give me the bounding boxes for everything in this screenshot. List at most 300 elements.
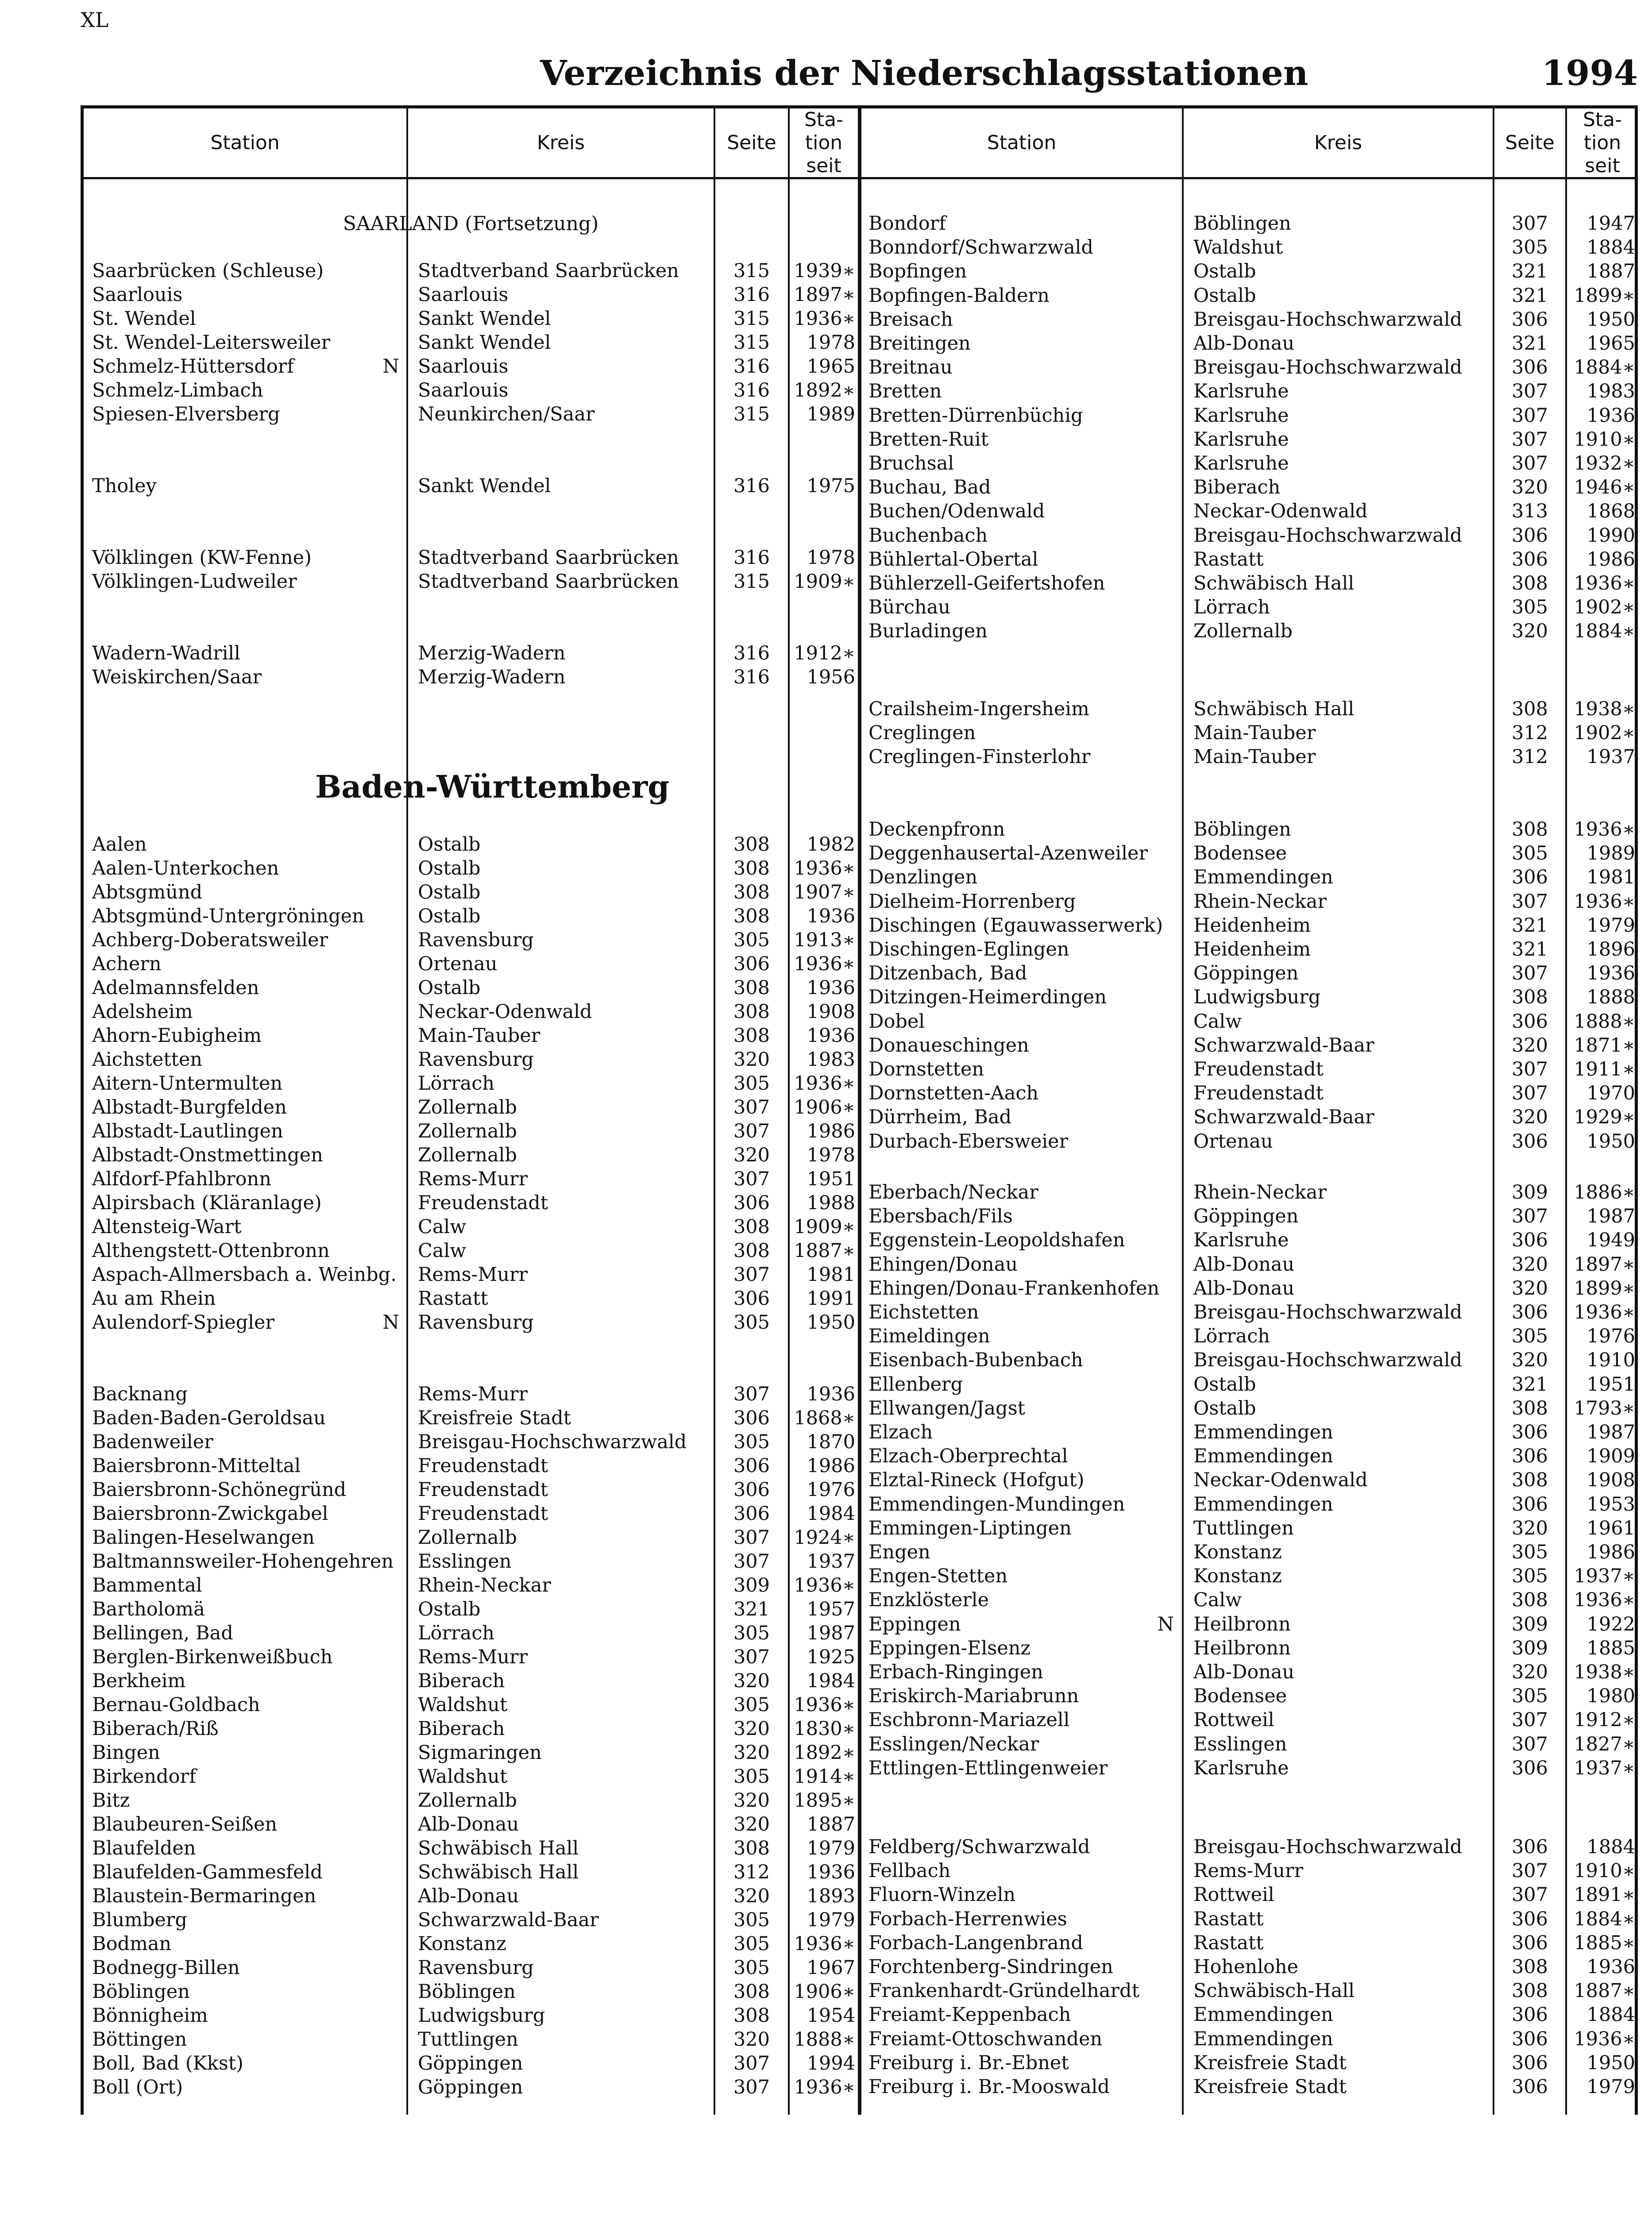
page-number: 321 <box>733 1598 770 1620</box>
station-name: Böblingen <box>92 1981 190 2003</box>
station-since: 1909∗ <box>794 1216 855 1238</box>
table-row <box>0 1540 1652 1564</box>
page-number: 305 <box>1511 1325 1548 1348</box>
station-name: Alfdorf-Pfahlbronn <box>92 1168 271 1190</box>
kreis-name: Emmendingen <box>1193 1445 1333 1468</box>
kreis-name: Biberach <box>1193 476 1281 499</box>
kreis-name: Emmendingen <box>1193 1493 1333 1515</box>
kreis-name: Lörrach <box>1193 596 1270 619</box>
station-since: 1936∗ <box>794 1574 855 1596</box>
station-name: Elztal-Rineck (Hofgut) <box>868 1469 1085 1492</box>
station-since: 1989 <box>807 403 855 425</box>
network-mark: N <box>1157 1613 1174 1635</box>
kreis-name: Breisgau-Hochschwarzwald <box>1193 524 1463 547</box>
station-since: 1884 <box>1586 1836 1635 1858</box>
page-number: 308 <box>733 881 770 903</box>
station-since: 1936∗ <box>794 1694 855 1716</box>
table-row <box>0 404 1652 428</box>
station-name: Eimeldingen <box>868 1325 990 1348</box>
kreis-name: Alb-Donau <box>1193 1661 1295 1683</box>
page-number: 321 <box>1511 938 1548 960</box>
table-row <box>0 1105 1652 1129</box>
station-name: Eisenbach-Bubenbach <box>868 1349 1083 1372</box>
page-number: 308 <box>733 1240 770 1262</box>
page-number: 307 <box>733 1550 770 1573</box>
station-since: 1936∗ <box>1574 1301 1635 1323</box>
page-number: 308 <box>1511 1956 1548 1978</box>
station-since: 1936 <box>807 1383 855 1405</box>
station-name: Aalen <box>92 833 147 856</box>
station-since: 1868∗ <box>794 1407 855 1429</box>
kreis-name: Kreisfreie Stadt <box>1193 2076 1347 2098</box>
network-mark: N <box>382 1311 399 1334</box>
station-name: Schmelz-Limbach <box>92 379 263 401</box>
station-since: 1987 <box>1586 1205 1635 1228</box>
page-number: 321 <box>1511 332 1548 355</box>
station-since: 1979 <box>1586 2076 1635 2098</box>
kreis-name: Ortenau <box>418 953 498 975</box>
station-name: Albstadt-Onstmettingen <box>92 1144 323 1166</box>
kreis-name: Ostalb <box>1193 1397 1256 1419</box>
station-since: 1984 <box>807 1503 855 1525</box>
page-number: 305 <box>1511 1565 1548 1588</box>
page-number: 306 <box>1511 2028 1548 2050</box>
page-number: 305 <box>733 1694 770 1716</box>
station-name: Eschbronn-Mariazell <box>868 1709 1070 1731</box>
station-name: Forbach-Herrenwies <box>868 1908 1067 1930</box>
station-name: Creglingen-Finsterlohr <box>868 746 1091 768</box>
page-number: 306 <box>1511 2076 1548 2098</box>
page-number: 308 <box>733 857 770 879</box>
page-number: 316 <box>733 379 770 401</box>
station-name: Erbach-Ringingen <box>868 1661 1043 1683</box>
page-number: 306 <box>1511 1421 1548 1443</box>
page-year: 1994 <box>1541 53 1638 93</box>
station-since: 1929∗ <box>1574 1106 1635 1129</box>
page-number: 308 <box>1511 1589 1548 1612</box>
kreis-name: Konstanz <box>1193 1565 1282 1588</box>
station-since: 1986 <box>807 1120 855 1142</box>
kreis-name: Freudenstadt <box>418 1455 548 1477</box>
page-number: 306 <box>733 953 770 975</box>
station-since: 1937∗ <box>1574 1757 1635 1779</box>
table-row <box>0 1033 1652 1057</box>
page-number: 320 <box>733 1885 770 1907</box>
station-name: Biberach/Riß <box>92 1718 219 1740</box>
table-row <box>0 1612 1652 1636</box>
station-name: Au am Rhein <box>92 1288 216 1310</box>
station-since: 1937 <box>1586 746 1635 768</box>
station-name: Dornstetten-Aach <box>868 1082 1039 1105</box>
header-seit-right: Sta- tion seit <box>1583 108 1622 177</box>
kreis-name: Tuttlingen <box>1193 1517 1294 1539</box>
station-name: Bellingen, Bad <box>92 1622 233 1644</box>
station-since: 1938∗ <box>1574 1661 1635 1683</box>
page-number: 307 <box>733 1264 770 1286</box>
page-number: 307 <box>733 1383 770 1405</box>
station-since: 1983 <box>807 1049 855 1071</box>
page-number: 307 <box>733 1168 770 1190</box>
table-row <box>0 1732 1652 1756</box>
table-row <box>0 1636 1652 1660</box>
kreis-name: Göppingen <box>418 2076 523 2098</box>
station-since: 1884 <box>1586 236 1635 259</box>
kreis-name: Rems-Murr <box>1193 1860 1304 1882</box>
kreis-name: Stadtverband Saarbrücken <box>418 571 679 593</box>
kreis-name: Zollernalb <box>1193 620 1293 643</box>
kreis-name: Kreisfreie Stadt <box>418 1407 571 1429</box>
station-name: Badenweiler <box>92 1431 213 1453</box>
table-row <box>0 745 1652 769</box>
station-name: Bopfingen <box>868 260 967 283</box>
station-name: Baden-Baden-Geroldsau <box>92 1407 326 1429</box>
station-since: 1950 <box>807 1311 855 1334</box>
page-number: 316 <box>733 666 770 688</box>
station-name: Bondorf <box>868 212 946 235</box>
station-since: 1986 <box>1586 1541 1635 1563</box>
station-since: 1936 <box>807 905 855 927</box>
station-name: Eriskirch-Mariabrunn <box>868 1685 1079 1708</box>
station-since: 1947 <box>1586 212 1635 235</box>
page-number: 306 <box>1511 2004 1548 2026</box>
station-name: Enzklösterle <box>868 1589 989 1612</box>
table-row <box>0 665 1652 689</box>
station-since: 1936∗ <box>794 857 855 879</box>
kreis-name: Breisgau-Hochschwarzwald <box>418 1431 687 1453</box>
kreis-name: Göppingen <box>1193 962 1299 985</box>
station-name: St. Wendel <box>92 308 196 330</box>
station-since: 1978 <box>807 547 855 569</box>
page-number: 312 <box>733 1861 770 1883</box>
kreis-name: Ostalb <box>418 905 481 927</box>
station-name: Tholey <box>92 475 157 497</box>
station-name: Völklingen-Ludweiler <box>92 571 297 593</box>
page-marker: XL <box>81 8 109 32</box>
station-name: Engen <box>868 1541 930 1563</box>
station-name: Spiesen-Elversberg <box>92 403 280 425</box>
header-seite-right: Seite <box>1505 131 1555 154</box>
kreis-name: Heilbronn <box>1193 1637 1291 1659</box>
table-row <box>0 1300 1652 1324</box>
kreis-name: Alb-Donau <box>1193 1253 1295 1276</box>
station-name: Ehingen/Donau-Frankenhofen <box>868 1277 1160 1299</box>
kreis-name: Zollernalb <box>418 1144 517 1166</box>
station-name: Albstadt-Lautlingen <box>92 1120 283 1142</box>
station-name: Eberbach/Neckar <box>868 1181 1038 1203</box>
table-row <box>0 1081 1652 1105</box>
table-row <box>0 1660 1652 1684</box>
kreis-name: Merzig-Wadern <box>418 666 566 688</box>
station-name: Dielheim-Horrenberg <box>868 890 1076 913</box>
page-number: 309 <box>1511 1613 1548 1635</box>
station-since: 1912∗ <box>1574 1709 1635 1731</box>
table-row <box>0 1228 1652 1252</box>
page-number: 320 <box>1511 476 1548 499</box>
station-name: Birkendorf <box>92 1766 196 1788</box>
station-name: Böttingen <box>92 2028 187 2051</box>
kreis-name: Ludwigsburg <box>1193 986 1321 1009</box>
kreis-name: Karlsruhe <box>1193 404 1289 427</box>
station-name: Aulendorf-Spiegler <box>92 1311 274 1334</box>
station-name: Bühlertal-Obertal <box>868 548 1038 571</box>
station-name: Creglingen <box>868 722 976 744</box>
table-row <box>0 865 1652 889</box>
page-number: 305 <box>733 1311 770 1334</box>
kreis-name: Saarlouis <box>418 284 509 306</box>
station-name: Ettlingen-Ettlingenweier <box>868 1757 1108 1779</box>
page-number: 306 <box>1511 524 1548 547</box>
station-since: 1978 <box>807 332 855 354</box>
page-number: 307 <box>1511 962 1548 985</box>
station-name: Altensteig-Wart <box>92 1216 242 1238</box>
station-since: 1979 <box>807 1837 855 1859</box>
station-since: 1946∗ <box>1574 476 1635 499</box>
station-name: Crailsheim-Ingersheim <box>868 698 1089 720</box>
kreis-name: Ravensburg <box>418 1957 534 1979</box>
station-since: 1990 <box>1586 524 1635 547</box>
station-name: Denzlingen <box>868 866 978 889</box>
station-since: 1984 <box>807 1670 855 1692</box>
station-since: 1885∗ <box>1574 1932 1635 1954</box>
table-row <box>0 619 1652 643</box>
table-row <box>0 355 1652 379</box>
page-number: 315 <box>733 308 770 330</box>
station-name: Albstadt-Burgfelden <box>92 1096 287 1118</box>
page-number: 306 <box>1511 1493 1548 1515</box>
page-number: 307 <box>1511 452 1548 474</box>
table-row <box>0 571 1652 595</box>
kreis-name: Bodensee <box>1193 1685 1287 1708</box>
station-name: Völklingen (KW-Fenne) <box>92 547 312 569</box>
station-since: 1951 <box>807 1168 855 1190</box>
station-name: Frankenhardt-Gründelhardt <box>868 1980 1139 2002</box>
table-row <box>0 1955 1652 1979</box>
table-row <box>0 308 1652 332</box>
station-since: 1936 <box>1586 962 1635 985</box>
station-name: Buchen/Odenwald <box>868 500 1045 523</box>
station-since: 1987 <box>1586 1421 1635 1443</box>
station-name: Deggenhausertal-Azenweiler <box>868 842 1148 865</box>
kreis-name: Esslingen <box>1193 1733 1287 1755</box>
page-number: 320 <box>1511 620 1548 643</box>
kreis-name: Calw <box>1193 1589 1242 1612</box>
station-name: Achberg-Doberatsweiler <box>92 929 328 951</box>
kreis-name: Göppingen <box>418 2052 523 2074</box>
page-number: 320 <box>733 1789 770 1812</box>
station-name: Balingen-Heselwangen <box>92 1527 315 1549</box>
station-name: Breitnau <box>868 356 953 379</box>
page-number: 308 <box>733 1981 770 2003</box>
table-row <box>0 1907 1652 1931</box>
table-row <box>0 1444 1652 1468</box>
kreis-name: Schwäbisch Hall <box>418 1861 579 1883</box>
station-name: Berkheim <box>92 1670 186 1692</box>
page-number: 305 <box>733 929 770 951</box>
page-number: 308 <box>733 905 770 927</box>
table-row <box>0 1468 1652 1492</box>
kreis-name: Calw <box>418 1240 467 1262</box>
station-since: 1994 <box>807 2052 855 2074</box>
kreis-name: Breisgau-Hochschwarzwald <box>1193 356 1463 379</box>
kreis-name: Zollernalb <box>418 1120 517 1142</box>
page-number: 320 <box>1511 1349 1548 1372</box>
station-name: Dornstetten <box>868 1058 984 1080</box>
station-since: 1909 <box>1586 1445 1635 1468</box>
section-baden-wuerttemberg: Baden-Württemberg <box>315 768 670 805</box>
page-number: 312 <box>1511 746 1548 768</box>
page-number: 316 <box>733 642 770 664</box>
table-row <box>0 1684 1652 1708</box>
station-since: 1884∗ <box>1574 620 1635 643</box>
kreis-name: Emmendingen <box>1193 1421 1333 1443</box>
station-name: Backnang <box>92 1383 188 1405</box>
table-row <box>0 841 1652 865</box>
kreis-name: Main-Tauber <box>1193 722 1316 744</box>
table-row <box>0 1492 1652 1516</box>
table-row <box>0 1420 1652 1444</box>
kreis-name: Ravensburg <box>418 1049 534 1071</box>
station-since: 1976 <box>807 1479 855 1501</box>
table-row <box>0 499 1652 523</box>
station-since: 1895∗ <box>794 1789 855 1812</box>
station-since: 1896 <box>1586 938 1635 960</box>
table-row <box>0 1010 1652 1033</box>
station-name: Bernau-Goldbach <box>92 1694 260 1716</box>
station-name: Eggenstein-Leopoldshafen <box>868 1229 1125 1252</box>
station-name: Wadern-Wadrill <box>92 642 240 664</box>
kreis-name: Böblingen <box>1193 212 1291 235</box>
station-name: Aalen-Unterkochen <box>92 857 279 879</box>
kreis-name: Tuttlingen <box>418 2028 518 2051</box>
kreis-name: Zollernalb <box>418 1096 517 1118</box>
table-row <box>0 1516 1652 1540</box>
station-name: Freiburg i. Br.-Ebnet <box>868 2051 1069 2074</box>
station-name: Alpirsbach (Kläranlage) <box>92 1192 322 1214</box>
kreis-name: Schwäbisch Hall <box>1193 698 1355 720</box>
page-number: 308 <box>733 977 770 999</box>
kreis-name: Neunkirchen/Saar <box>418 403 595 425</box>
kreis-name: Calw <box>418 1216 467 1238</box>
kreis-name: Hohenlohe <box>1193 1956 1299 1978</box>
table-row <box>0 451 1652 475</box>
station-since: 1902∗ <box>1574 722 1635 744</box>
kreis-name: Stadtverband Saarbrücken <box>418 260 679 282</box>
page-number: 307 <box>1511 428 1548 451</box>
station-since: 1899∗ <box>1574 284 1635 307</box>
station-name: Bretten <box>868 380 942 403</box>
station-name: Saarlouis <box>92 284 183 306</box>
table-row <box>0 961 1652 985</box>
table-row <box>0 2027 1652 2051</box>
table-row <box>0 817 1652 841</box>
page-number: 307 <box>1511 1884 1548 1906</box>
station-name: Fluorn-Winzeln <box>868 1884 1016 1906</box>
station-name: Fellbach <box>868 1860 951 1882</box>
station-name: Blaubeuren-Seißen <box>92 1813 278 1835</box>
page-number: 307 <box>1511 1733 1548 1755</box>
station-since: 1954 <box>807 2005 855 2027</box>
page-number: 321 <box>1511 284 1548 307</box>
page-number: 307 <box>1511 890 1548 913</box>
station-name: Weiskirchen/Saar <box>92 666 262 688</box>
station-since: 1936∗ <box>794 308 855 330</box>
kreis-name: Main-Tauber <box>1193 746 1316 768</box>
station-since: 1907∗ <box>794 881 855 903</box>
station-since: 1950 <box>1586 1130 1635 1153</box>
table-row <box>0 1396 1652 1420</box>
station-name: Bönnigheim <box>92 2005 208 2027</box>
page-number: 312 <box>1511 722 1548 744</box>
station-since: 1906∗ <box>794 1096 855 1118</box>
page-number: 315 <box>733 571 770 593</box>
page-number: 308 <box>733 833 770 856</box>
kreis-name: Zollernalb <box>418 1789 517 1812</box>
station-since: 1936∗ <box>1574 890 1635 913</box>
kreis-name: Rems-Murr <box>418 1383 528 1405</box>
page-title: Verzeichnis der Niederschlagsstationen <box>540 53 1308 93</box>
page-number: 321 <box>1511 1373 1548 1396</box>
station-name: Baiersbronn-Schönegründ <box>92 1479 347 1501</box>
table-row <box>0 1979 1652 2003</box>
header-station-right: Station <box>987 131 1057 154</box>
station-name: Bitz <box>92 1789 130 1812</box>
page-number: 307 <box>733 1096 770 1118</box>
page-number: 305 <box>1511 1541 1548 1563</box>
table-row <box>0 721 1652 745</box>
page-number: 320 <box>1511 1517 1548 1539</box>
table-row <box>0 428 1652 451</box>
page-number: 307 <box>733 1527 770 1549</box>
kreis-name: Ostalb <box>1193 284 1256 307</box>
station-since: 1884 <box>1586 2004 1635 2026</box>
page-number: 306 <box>733 1288 770 1310</box>
page-number: 306 <box>1511 1130 1548 1153</box>
header-seit-left: Sta- tion seit <box>804 108 844 177</box>
station-since: 1965 <box>807 355 855 378</box>
station-name: Burladingen <box>868 620 988 643</box>
station-since: 1914∗ <box>794 1766 855 1788</box>
station-name: Bürchau <box>868 596 950 619</box>
kreis-name: Karlsruhe <box>1193 428 1289 451</box>
page-number: 306 <box>1511 548 1548 571</box>
station-name: Bodnegg-Billen <box>92 1957 240 1979</box>
kreis-name: Rottweil <box>1193 1709 1274 1731</box>
page-number: 306 <box>733 1455 770 1477</box>
station-name: Adelmannsfelden <box>92 977 259 999</box>
station-name: Buchenbach <box>868 524 988 547</box>
kreis-name: Lörrach <box>418 1622 494 1644</box>
station-name: Aichstetten <box>92 1049 203 1071</box>
page-number: 316 <box>733 475 770 497</box>
station-since: 1899∗ <box>1574 1277 1635 1299</box>
station-name: Dischingen (Egauwasserwerk) <box>868 914 1163 937</box>
station-since: 1936 <box>1586 1956 1635 1978</box>
page-number: 308 <box>1511 818 1548 840</box>
station-since: 1976 <box>1586 1325 1635 1348</box>
page-number: 315 <box>733 260 770 282</box>
station-name: Boll (Ort) <box>92 2076 183 2098</box>
page-number: 306 <box>1511 1010 1548 1033</box>
kreis-name: Schwäbisch Hall <box>418 1837 579 1859</box>
kreis-name: Ostalb <box>418 857 481 879</box>
kreis-name: Main-Tauber <box>418 1025 540 1047</box>
kreis-name: Waldshut <box>418 1694 508 1716</box>
kreis-name: Lörrach <box>418 1072 494 1095</box>
station-name: Bammental <box>92 1574 202 1596</box>
station-since: 1965 <box>1586 332 1635 355</box>
page-number: 307 <box>733 1646 770 1668</box>
station-since: 1906∗ <box>794 1981 855 2003</box>
